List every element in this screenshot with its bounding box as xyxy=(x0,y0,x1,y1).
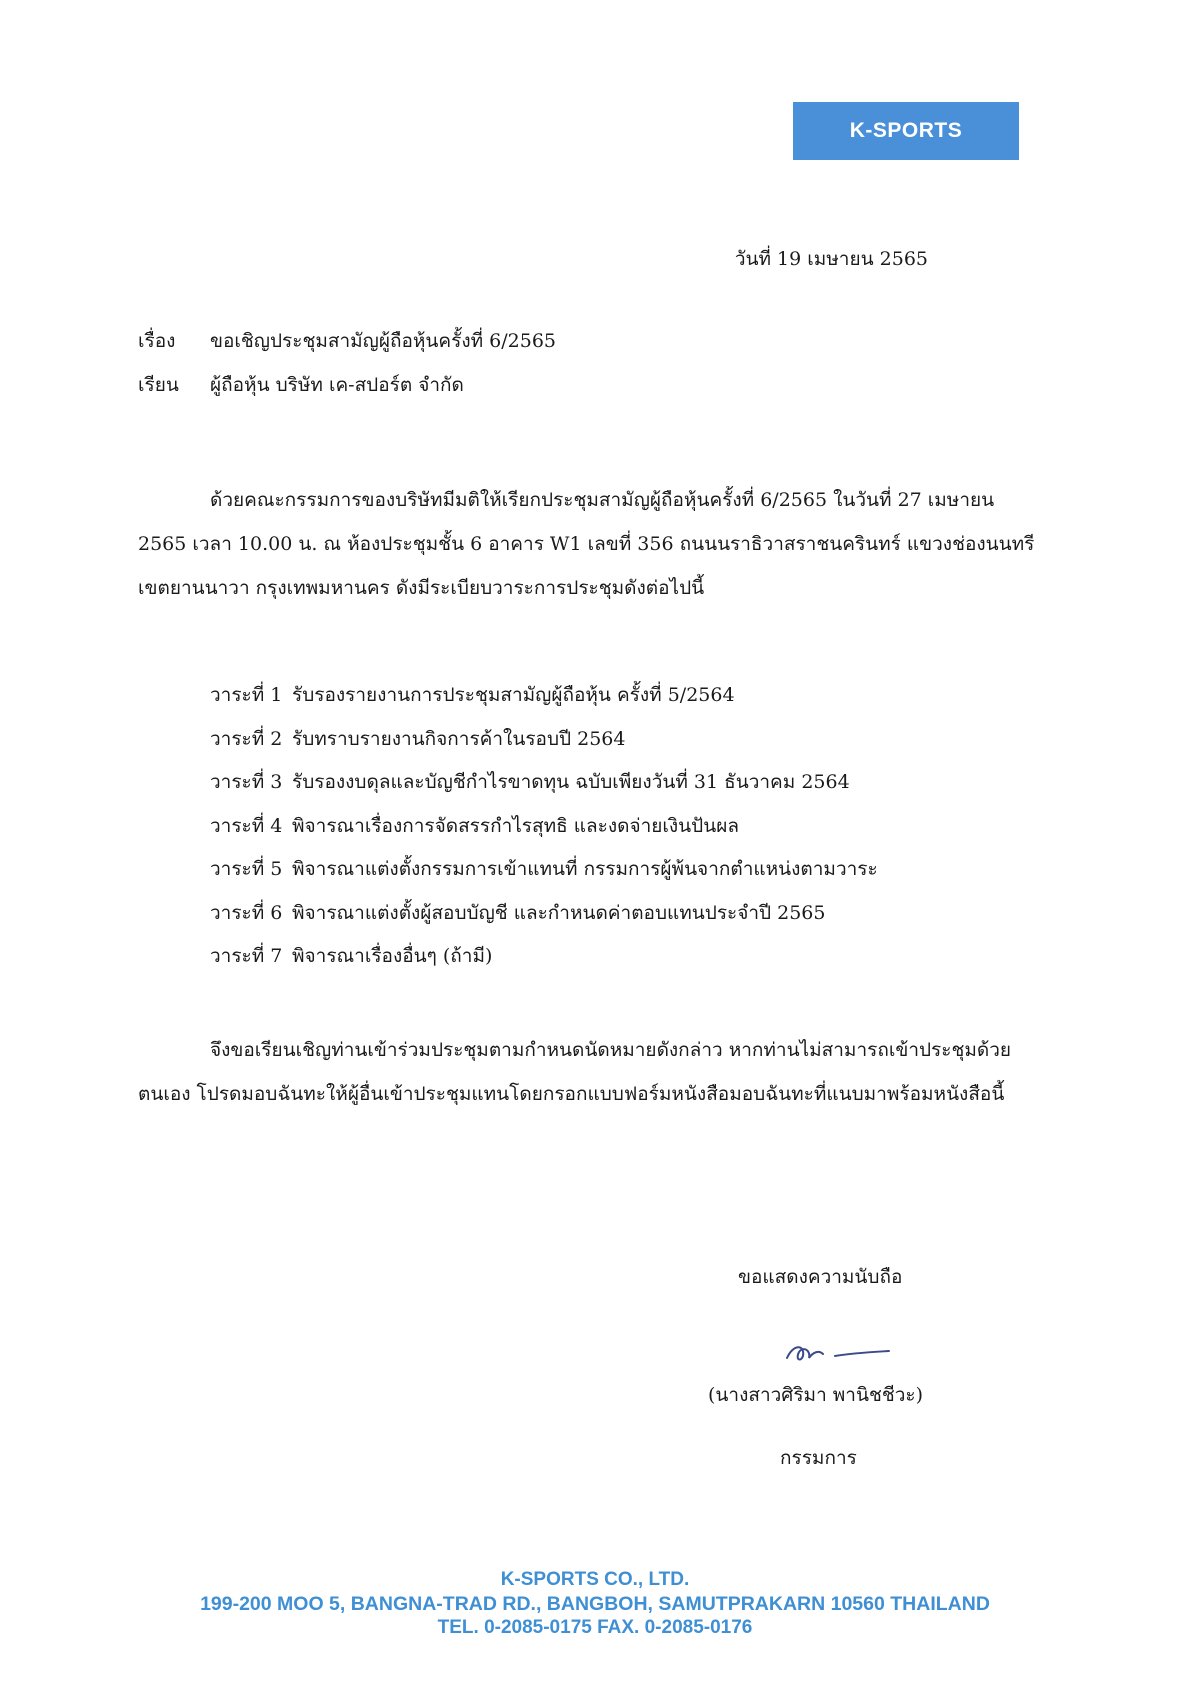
agenda-number: วาระที่ 6 xyxy=(210,901,283,924)
intro-paragraph xyxy=(138,478,1042,610)
signer-name: (นางสาวศิริมา พานิชชีวะ) xyxy=(708,1384,924,1406)
company-logo xyxy=(793,102,1019,160)
agenda-item xyxy=(210,718,878,762)
footer-contact: TEL. 0-2085-0175 FAX. 0-2085-0176 xyxy=(437,1617,753,1638)
agenda-item xyxy=(210,674,878,718)
recipient-label: เรียน xyxy=(138,374,179,396)
recipient-text: ผู้ถือหุ้น บริษัท เค-สปอร์ต จำกัด xyxy=(210,374,464,396)
agenda-text: รับทราบรายงานกิจการค้าในรอบปี 2564 xyxy=(292,727,626,750)
agenda-text: พิจารณาเรื่องอื่นๆ (ถ้ามี) xyxy=(292,945,493,967)
subject-label: เรื่อง xyxy=(138,330,176,352)
agenda-item xyxy=(210,935,878,979)
agenda-item xyxy=(210,848,878,892)
letter-date: วันที่ 19 เมษายน 2565 xyxy=(734,248,928,270)
signature-mark xyxy=(783,1336,893,1366)
recipient-line xyxy=(138,370,464,400)
agenda-text: รับรองรายงานการประชุมสามัญผู้ถือหุ้น ครั้งที่ 5/2564 xyxy=(292,684,735,706)
agenda-number: วาระที่ 1 xyxy=(210,684,283,706)
agenda-text: พิจารณาแต่งตั้งกรรมการเข้าแทนที่ กรรมการผู้พ้นจากตำแหน่งตามวาระ xyxy=(292,858,878,880)
invitation-text: จึงขอเรียนเชิญท่านเข้าร่วมประชุมตามกำหนดนัดหมายดังกล่าว หากท่านไม่สามารถเข้าประชุมด้วยตนเอง โปรดมอบฉันทะให้ผู้อื่นเข้าประชุมแทนโดยกรอกแบบฟอร์มหนังสือมอบฉันทะที่แนบมาพร้อมหนังสือนี้ xyxy=(138,1039,1012,1105)
intro-text: ด้วยคณะกรรมการของบริษัทมีมติให้เรียกประชุมสามัญผู้ถือหุ้นครั้งที่ 6/2565 ในวันที่ 27 เมษายน 2565 เวลา 10.00 น. ณ ห้องประชุมชั้น 6 อาคาร W1 เลขที่ 356 ถนนนราธิวาสราชนครินทร์ แขวงช่องนนทรี เขตยานนาวา กรุงเทพมหานคร ดังมีระเบียบวาระการประชุมดังต่อไปนี้ xyxy=(138,489,1035,599)
agenda-item xyxy=(210,761,878,805)
subject-line xyxy=(138,326,556,356)
agenda-item xyxy=(210,892,878,936)
footer-address: 199-200 MOO 5, BANGNA-TRAD RD., BANGBOH, SAMUTPRAKARN 10560 THAILAND xyxy=(200,1593,990,1615)
agenda-text: พิจารณาเรื่องการจัดสรรกำไรสุทธิ และงดจ่ายเงินปันผล xyxy=(292,814,739,837)
agenda-number: วาระที่ 5 xyxy=(210,858,283,880)
closing-salutation: ขอแสดงความนับถือ xyxy=(738,1266,903,1288)
letterhead-footer xyxy=(0,1568,1190,1640)
logo-text: K-SPORTS xyxy=(849,119,963,142)
footer-company: K-SPORTS CO., LTD. xyxy=(500,1569,690,1590)
agenda-text: พิจารณาแต่งตั้งผู้สอบบัญชี และกำหนดค่าตอบแทนประจำปี 2565 xyxy=(292,901,826,924)
agenda-item xyxy=(210,805,878,849)
invitation-paragraph xyxy=(138,1028,1042,1116)
agenda-number: วาระที่ 4 xyxy=(210,814,283,837)
agenda-number: วาระที่ 7 xyxy=(210,945,283,967)
subject-text: ขอเชิญประชุมสามัญผู้ถือหุ้นครั้งที่ 6/2565 xyxy=(210,330,557,352)
agenda-number: วาระที่ 2 xyxy=(210,727,283,750)
agenda-text: รับรองงบดุลและบัญชีกำไรขาดทุน ฉบับเพียงวันที่ 31 ธันวาคม 2564 xyxy=(292,771,850,793)
agenda-list xyxy=(210,674,878,979)
signer-position: กรรมการ xyxy=(780,1447,857,1469)
agenda-number: วาระที่ 3 xyxy=(210,771,283,793)
